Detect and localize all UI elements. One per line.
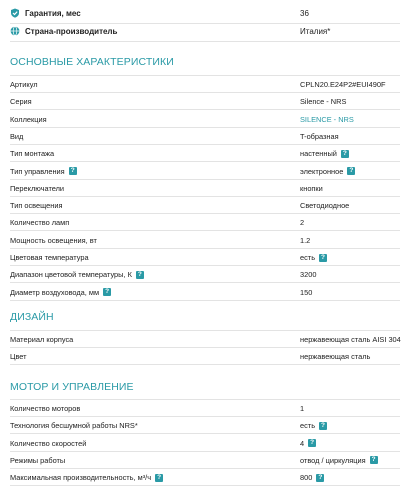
spec-label-text: Тип монтажа [10,149,55,159]
spec-label [10,236,97,245]
spec-row [10,249,400,266]
help-icon[interactable]: ? [155,474,163,482]
spec-value [300,439,316,448]
spec-label [10,404,80,413]
help-icon[interactable]: ? [341,150,349,158]
spec-label-text: Артикул [10,80,38,89]
spec-label [10,184,64,193]
spec-row [10,93,400,110]
spec-label-text: Режимы работы [10,455,66,465]
spec-value [300,184,323,193]
spec-row [10,180,400,197]
spec-value [300,404,304,413]
help-icon[interactable]: ? [316,474,324,482]
spec-row [10,400,400,417]
warranty-label-wrap [10,8,81,18]
help-icon[interactable]: ? [319,422,327,430]
spec-label [10,218,69,227]
spec-value [300,288,312,297]
spec-value [300,456,378,465]
spec-label [10,149,54,158]
spec-label-text: Переключатели [10,183,65,193]
country-label-wrap [10,26,117,36]
spec-value [300,335,401,344]
spec-label [10,456,65,465]
spec-value-text: 2 [300,218,305,228]
spec-label-text: Цветовая температура [10,253,89,262]
spec-row [10,111,400,128]
help-icon[interactable]: ? [103,288,111,296]
spec-label-text: Тип освещения [10,201,63,211]
help-icon[interactable]: ? [308,439,316,447]
spec-value [300,201,349,210]
spec-label [10,201,62,210]
spec-value-text: 4 [300,438,305,448]
help-icon[interactable]: ? [136,271,144,279]
spec-value-text: 1 [300,404,305,413]
spec-value [300,218,304,227]
spec-row [10,331,400,348]
spec-row [10,417,400,434]
spec-row [10,469,400,486]
spec-label [10,115,47,124]
spec-value [300,149,349,158]
spec-row [10,266,400,283]
spec-label-text: Максимальная производительность, м³/ч [10,473,152,483]
spec-value [300,132,339,141]
spec-value-text: отвод / циркуляция [300,455,366,465]
spec-label [10,132,23,141]
spec-label-text: Серия [10,97,32,107]
globe-icon [10,26,20,36]
spec-value-text: SILENCE - NRS [300,114,354,124]
spec-row [10,232,400,249]
spec-value-text: 150 [300,287,313,297]
spec-row [10,197,400,214]
spec-row [10,145,400,162]
spec-value [300,421,327,430]
spec-label [10,439,86,448]
spec-value [300,97,346,106]
spec-label-text: Мощность освещения, вт [10,235,97,245]
spec-label [10,253,89,262]
help-icon[interactable]: ? [69,167,77,175]
spec-label [10,97,32,106]
spec-value-text: CPLN20.E24P2#EUI490F [300,80,386,89]
help-icon[interactable]: ? [319,254,327,262]
spec-value-text: есть [300,253,316,262]
spec-value [300,352,370,361]
spec-row [10,76,400,93]
spec-label-text: Коллекция [10,114,47,124]
country-value: Италия* [300,26,331,36]
spec-value-text: есть [300,421,316,431]
spec-label-text: Тип управления [10,166,65,176]
spec-row [10,214,400,231]
spec-label-text: Вид [10,131,24,141]
spec-value-text: 3200 [300,270,317,280]
country-row [10,22,400,40]
spec-row [10,435,400,452]
spec-label-text: Материал корпуса [10,335,74,344]
spec-row [10,284,400,301]
spec-value [300,270,316,279]
spec-label [10,335,73,344]
spec-value-text: нержавеющая сталь [300,352,371,362]
warranty-value: 36 [300,8,309,18]
spec-label [10,167,77,176]
warranty-row [10,4,400,22]
country-label: Страна-производитель [25,26,118,36]
spec-label-text: Количество ламп [10,218,70,228]
spec-row [10,128,400,145]
spec-value-text: настенный [300,149,337,159]
spec-label-text: Количество моторов [10,404,81,413]
spec-value [300,80,385,89]
spec-label [10,352,27,361]
spec-value [300,473,324,482]
spec-row [10,163,400,180]
spec-value [300,236,310,245]
spec-label-text: Технология бесшумной работы NRS* [10,421,138,431]
spec-label-text: Диапазон цветовой температуры, К [10,270,132,280]
help-icon[interactable]: ? [370,456,378,464]
spec-label-text: Количество скоростей [10,438,87,448]
spec-label [10,473,163,482]
spec-value-text: электронное [300,166,344,176]
warranty-label: Гарантия, мес [25,8,81,18]
spec-row [10,452,400,469]
spec-label [10,80,38,89]
spec-label-text: Диаметр воздуховода, мм [10,287,100,297]
shield-check-icon [10,8,20,18]
spec-value [300,167,355,176]
spec-label [10,421,138,430]
section-title-design: ДИЗАЙН [10,311,54,323]
spec-label [10,270,144,279]
spec-label [10,288,111,297]
spec-value-text: 800 [300,473,313,483]
section-title-motor: МОТОР И УПРАВЛЕНИЕ [10,381,134,393]
spec-value-text: T-образная [300,131,339,141]
spec-value-text: Светодиодное [300,201,350,211]
spec-value-text: нержавеющая сталь AISI 304 [300,335,401,344]
spec-row [10,348,400,365]
help-icon[interactable]: ? [347,167,355,175]
spec-value [300,253,327,262]
spec-value-text: Silence - NRS [300,97,347,107]
spec-label-text: Цвет [10,352,27,362]
divider [10,41,400,42]
section-title-main: ОСНОВНЫЕ ХАРАКТЕРИСТИКИ [10,56,174,68]
spec-value-text: 1.2 [300,235,311,245]
spec-value-link[interactable] [300,115,354,124]
spec-value-text: кнопки [300,183,323,193]
